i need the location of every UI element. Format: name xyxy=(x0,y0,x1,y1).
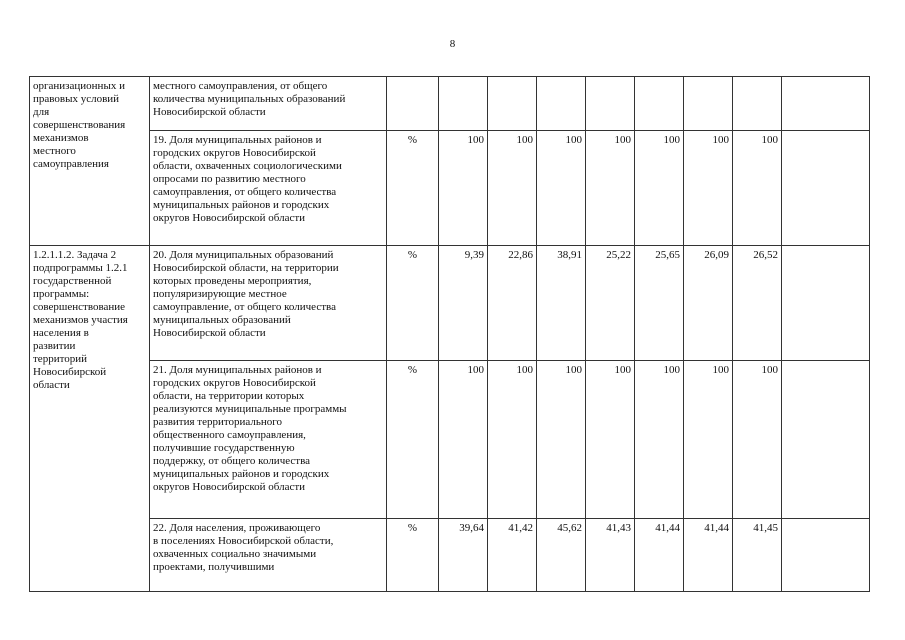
value-cell: 45,62 xyxy=(537,519,586,592)
unit-cell: % xyxy=(387,519,439,592)
indicator-cell: 21. Доля муниципальных районов и городских округов Новосибирской области, на территории которых реализуются муниципальные программы развития территориального общественного самоуправления, получившие государственную поддержку, от общего количества муниципальных районов и городских округов Новосибирской области xyxy=(150,361,387,519)
value-cell: 39,64 xyxy=(439,519,488,592)
value-cell xyxy=(488,77,537,131)
value-cell: 25,65 xyxy=(635,246,684,361)
value-cell: 100 xyxy=(537,361,586,519)
value-cell: 41,45 xyxy=(733,519,782,592)
table-row xyxy=(30,246,870,361)
value-cell xyxy=(586,77,635,131)
value-cell: 41,43 xyxy=(586,519,635,592)
value-cell xyxy=(684,77,733,131)
unit-cell xyxy=(387,77,439,131)
value-cell: 26,09 xyxy=(684,246,733,361)
value-cell: 100 xyxy=(684,361,733,519)
value-cell: 26,52 xyxy=(733,246,782,361)
indicator-cell: местного самоуправления, от общего количества муниципальных образований Новосибирской области xyxy=(150,77,387,131)
unit-cell: % xyxy=(387,361,439,519)
value-cell xyxy=(782,519,870,592)
unit-cell: % xyxy=(387,246,439,361)
value-cell: 41,44 xyxy=(635,519,684,592)
value-cell: 38,91 xyxy=(537,246,586,361)
value-cell xyxy=(782,361,870,519)
value-cell: 100 xyxy=(537,131,586,246)
value-cell xyxy=(782,131,870,246)
table-row xyxy=(30,361,870,519)
indicators-table xyxy=(29,76,870,592)
value-cell: 25,22 xyxy=(586,246,635,361)
unit-cell: % xyxy=(387,131,439,246)
value-cell: 100 xyxy=(439,361,488,519)
indicator-cell: 19. Доля муниципальных районов и городских округов Новосибирской области, охваченных социологическими опросами по развитию местного самоуправления, от общего количества муниципальных районов и городских округов Новосибирской области xyxy=(150,131,387,246)
page-number: 8 xyxy=(449,38,456,50)
value-cell: 41,44 xyxy=(684,519,733,592)
value-cell xyxy=(635,77,684,131)
value-cell xyxy=(733,77,782,131)
goal-cell: 1.2.1.1.2. Задача 2 подпрограммы 1.2.1 государственной программы: совершенствование механизмов участия населения в развитии территорий Новосибирской области xyxy=(30,246,150,592)
value-cell: 9,39 xyxy=(439,246,488,361)
value-cell: 100 xyxy=(586,361,635,519)
value-cell: 100 xyxy=(733,361,782,519)
indicator-cell: 20. Доля муниципальных образований Новосибирской области, на территории которых проведены мероприятия, популяризирующие местное самоуправление, от общего количества муниципальных образований Новосибирской области xyxy=(150,246,387,361)
value-cell xyxy=(439,77,488,131)
value-cell: 100 xyxy=(586,131,635,246)
value-cell: 100 xyxy=(733,131,782,246)
value-cell: 100 xyxy=(488,361,537,519)
table-row xyxy=(30,77,870,131)
table-row xyxy=(30,519,870,592)
value-cell xyxy=(537,77,586,131)
value-cell xyxy=(782,77,870,131)
goal-cell: организационных и правовых условий для совершенствования механизмов местного самоуправления xyxy=(30,77,150,246)
value-cell: 100 xyxy=(635,361,684,519)
value-cell: 41,42 xyxy=(488,519,537,592)
value-cell xyxy=(782,246,870,361)
value-cell: 22,86 xyxy=(488,246,537,361)
table-row xyxy=(30,131,870,246)
value-cell: 100 xyxy=(635,131,684,246)
value-cell: 100 xyxy=(684,131,733,246)
indicator-cell: 22. Доля населения, проживающего в поселениях Новосибирской области, охваченных социально значимыми проектами, получившими xyxy=(150,519,387,592)
value-cell: 100 xyxy=(488,131,537,246)
value-cell: 100 xyxy=(439,131,488,246)
